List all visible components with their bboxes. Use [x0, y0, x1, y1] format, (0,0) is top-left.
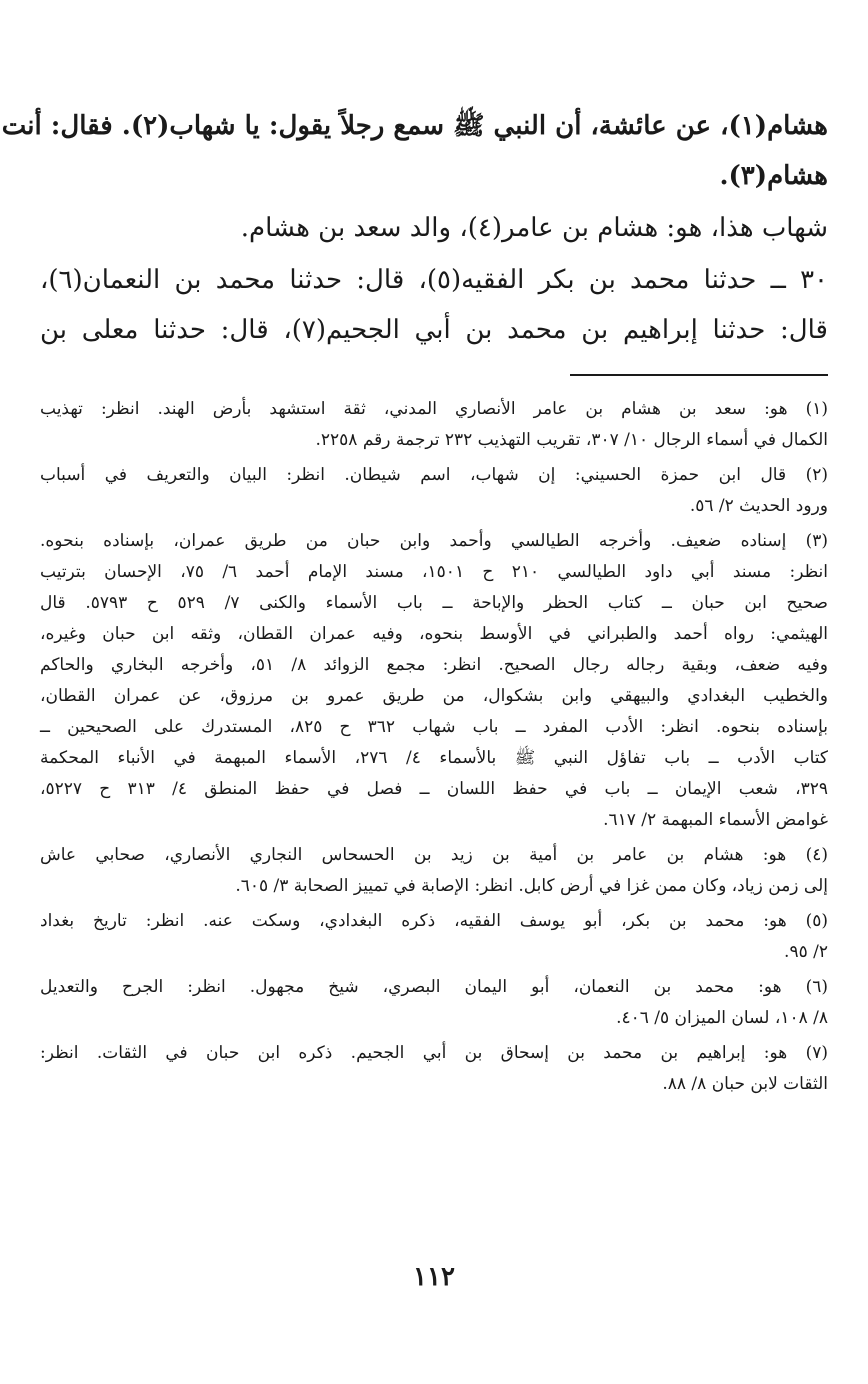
main-line: قال: حدثنا إبراهيم بن محمد بن أبي الجحيم(٧)، قال: حدثنا معلى بن — [40, 315, 828, 345]
footnote-1 — [40, 394, 828, 456]
footnote-line: الكمال في أسماء الرجال ١٠/ ٣٠٧، تقريب التهذيب ٢٣٢ ترجمة رقم ٢٢٥٨. — [315, 430, 828, 450]
footnote-4 — [40, 840, 828, 902]
footnote-line: والخطيب البغدادي والبيهقي وابن بشكوال، من طريق عمرو بن مرزوق، عن عمران القطان، — [40, 686, 828, 706]
footnote-line: غوامض الأسماء المبهمة ٢/ ٦١٧. — [603, 810, 828, 830]
main-text — [1, 111, 828, 368]
main-line: هشام(٣). — [719, 161, 828, 191]
footnote-line: انظر: مسند أبي داود الطيالسي ٢١٠ ح ١٥٠١، مسند الإمام أحمد ٦/ ٧٥، الإحسان بترتيب — [40, 562, 828, 582]
footnote-line: (٢) قال ابن حمزة الحسيني: إن شهاب، اسم شيطان. انظر: البيان والتعريف في أسباب — [40, 465, 828, 485]
footnotes — [40, 394, 828, 1104]
footnote-line: (٦) هو: محمد بن النعمان، أبو اليمان البصري، شيخ مجهول. انظر: الجرح والتعديل — [40, 977, 828, 997]
footnote-line: (٧) هو: إبراهيم بن محمد بن إسحاق بن أبي الجحيم. ذكره ابن حبان في الثقات. انظر: — [40, 1043, 828, 1063]
footnote-line: صحيح ابن حبان ــ كتاب الحظر والإباحة ــ باب الأسماء والكنى ٧/ ٥٢٩ ح ٥٧٩٣. قال — [40, 593, 828, 613]
footnote-line: (٣) إسناده ضعيف. وأخرجه الطيالسي وأحمد وابن حبان من طريق عمران، بإسناده بنحوه. — [40, 531, 828, 551]
footnote-line: (١) هو: سعد بن هشام بن عامر الأنصاري المدني، ثقة استشهد بأرض الهند. انظر: تهذيب — [40, 399, 828, 419]
footnote-divider — [570, 374, 828, 376]
page-number: ١١٢ — [413, 1262, 455, 1292]
footnote-line: (٤) هو: هشام بن عامر بن أمية بن زيد بن الحسحاس النجاري الأنصاري، صحابي عاش — [40, 845, 828, 865]
footnote-line: ٨/ ١٠٨، لسان الميزان ٥/ ٤٠٦. — [616, 1008, 828, 1028]
footnote-line: كتاب الأدب ــ باب تفاؤل النبي ﷺ بالأسماء ٤/ ٢٧٦، الأسماء المبهمة في الأنباء المحكمة — [40, 748, 828, 768]
footnote-2 — [40, 460, 828, 522]
footnote-line: الهيثمي: رواه أحمد والطبراني في الأوسط بنحوه، وفيه عمران القطان، وثقه ابن حبان وغيره، — [40, 624, 828, 644]
footnote-line: ورود الحديث ٢/ ٥٦. — [689, 496, 828, 516]
footnote-6 — [40, 972, 828, 1034]
footnote-7 — [40, 1038, 828, 1100]
footnote-line: وفيه ضعف، وبقية رجاله رجال الصحيح. انظر: مجمع الزوائد ٨/ ٥١، وأخرجه البخاري والحاكم — [40, 655, 828, 675]
footnote-5 — [40, 906, 828, 968]
main-line: شهاب هذا، هو: هشام بن عامر(٤)، والد سعد بن هشام. — [240, 213, 828, 243]
book-page — [1, 0, 829, 1384]
footnote-line: ٣٢٩، شعب الإيمان ــ باب في حفظ اللسان ــ فصل في حفظ المنطق ٤/ ٣١٣ ح ٥٢٢٧، — [40, 779, 828, 799]
main-line: هشام(١)، عن عائشة، أن النبي ﷺ سمع رجلاً يقول: يا شهاب(٢). فقال: أنت — [1, 111, 828, 141]
footnote-3 — [40, 526, 828, 836]
footnote-line: إلى زمن زياد، وكان ممن غزا في أرض كابل. انظر: الإصابة في تمييز الصحابة ٣/ ٦٠٥. — [235, 876, 828, 896]
footnote-line: (٥) هو: محمد بن بكر، أبو يوسف الفقيه، ذكره البغدادي، وسكت عنه. انظر: تاريخ بغداد — [40, 911, 828, 931]
footnote-line: بإسناده بنحوه. انظر: الأدب المفرد ــ باب شهاب ٣٦٢ ح ٨٢٥، المستدرك على الصحيحين ــ — [40, 717, 829, 737]
footnote-line: الثقات لابن حبان ٨/ ٨٨. — [662, 1074, 828, 1094]
footnote-line: ٢/ ٩٥. — [784, 942, 828, 962]
main-line: ٣٠ ــ حدثنا محمد بن بكر الفقيه(٥)، قال: حدثنا محمد بن النعمان(٦)، — [40, 265, 828, 295]
